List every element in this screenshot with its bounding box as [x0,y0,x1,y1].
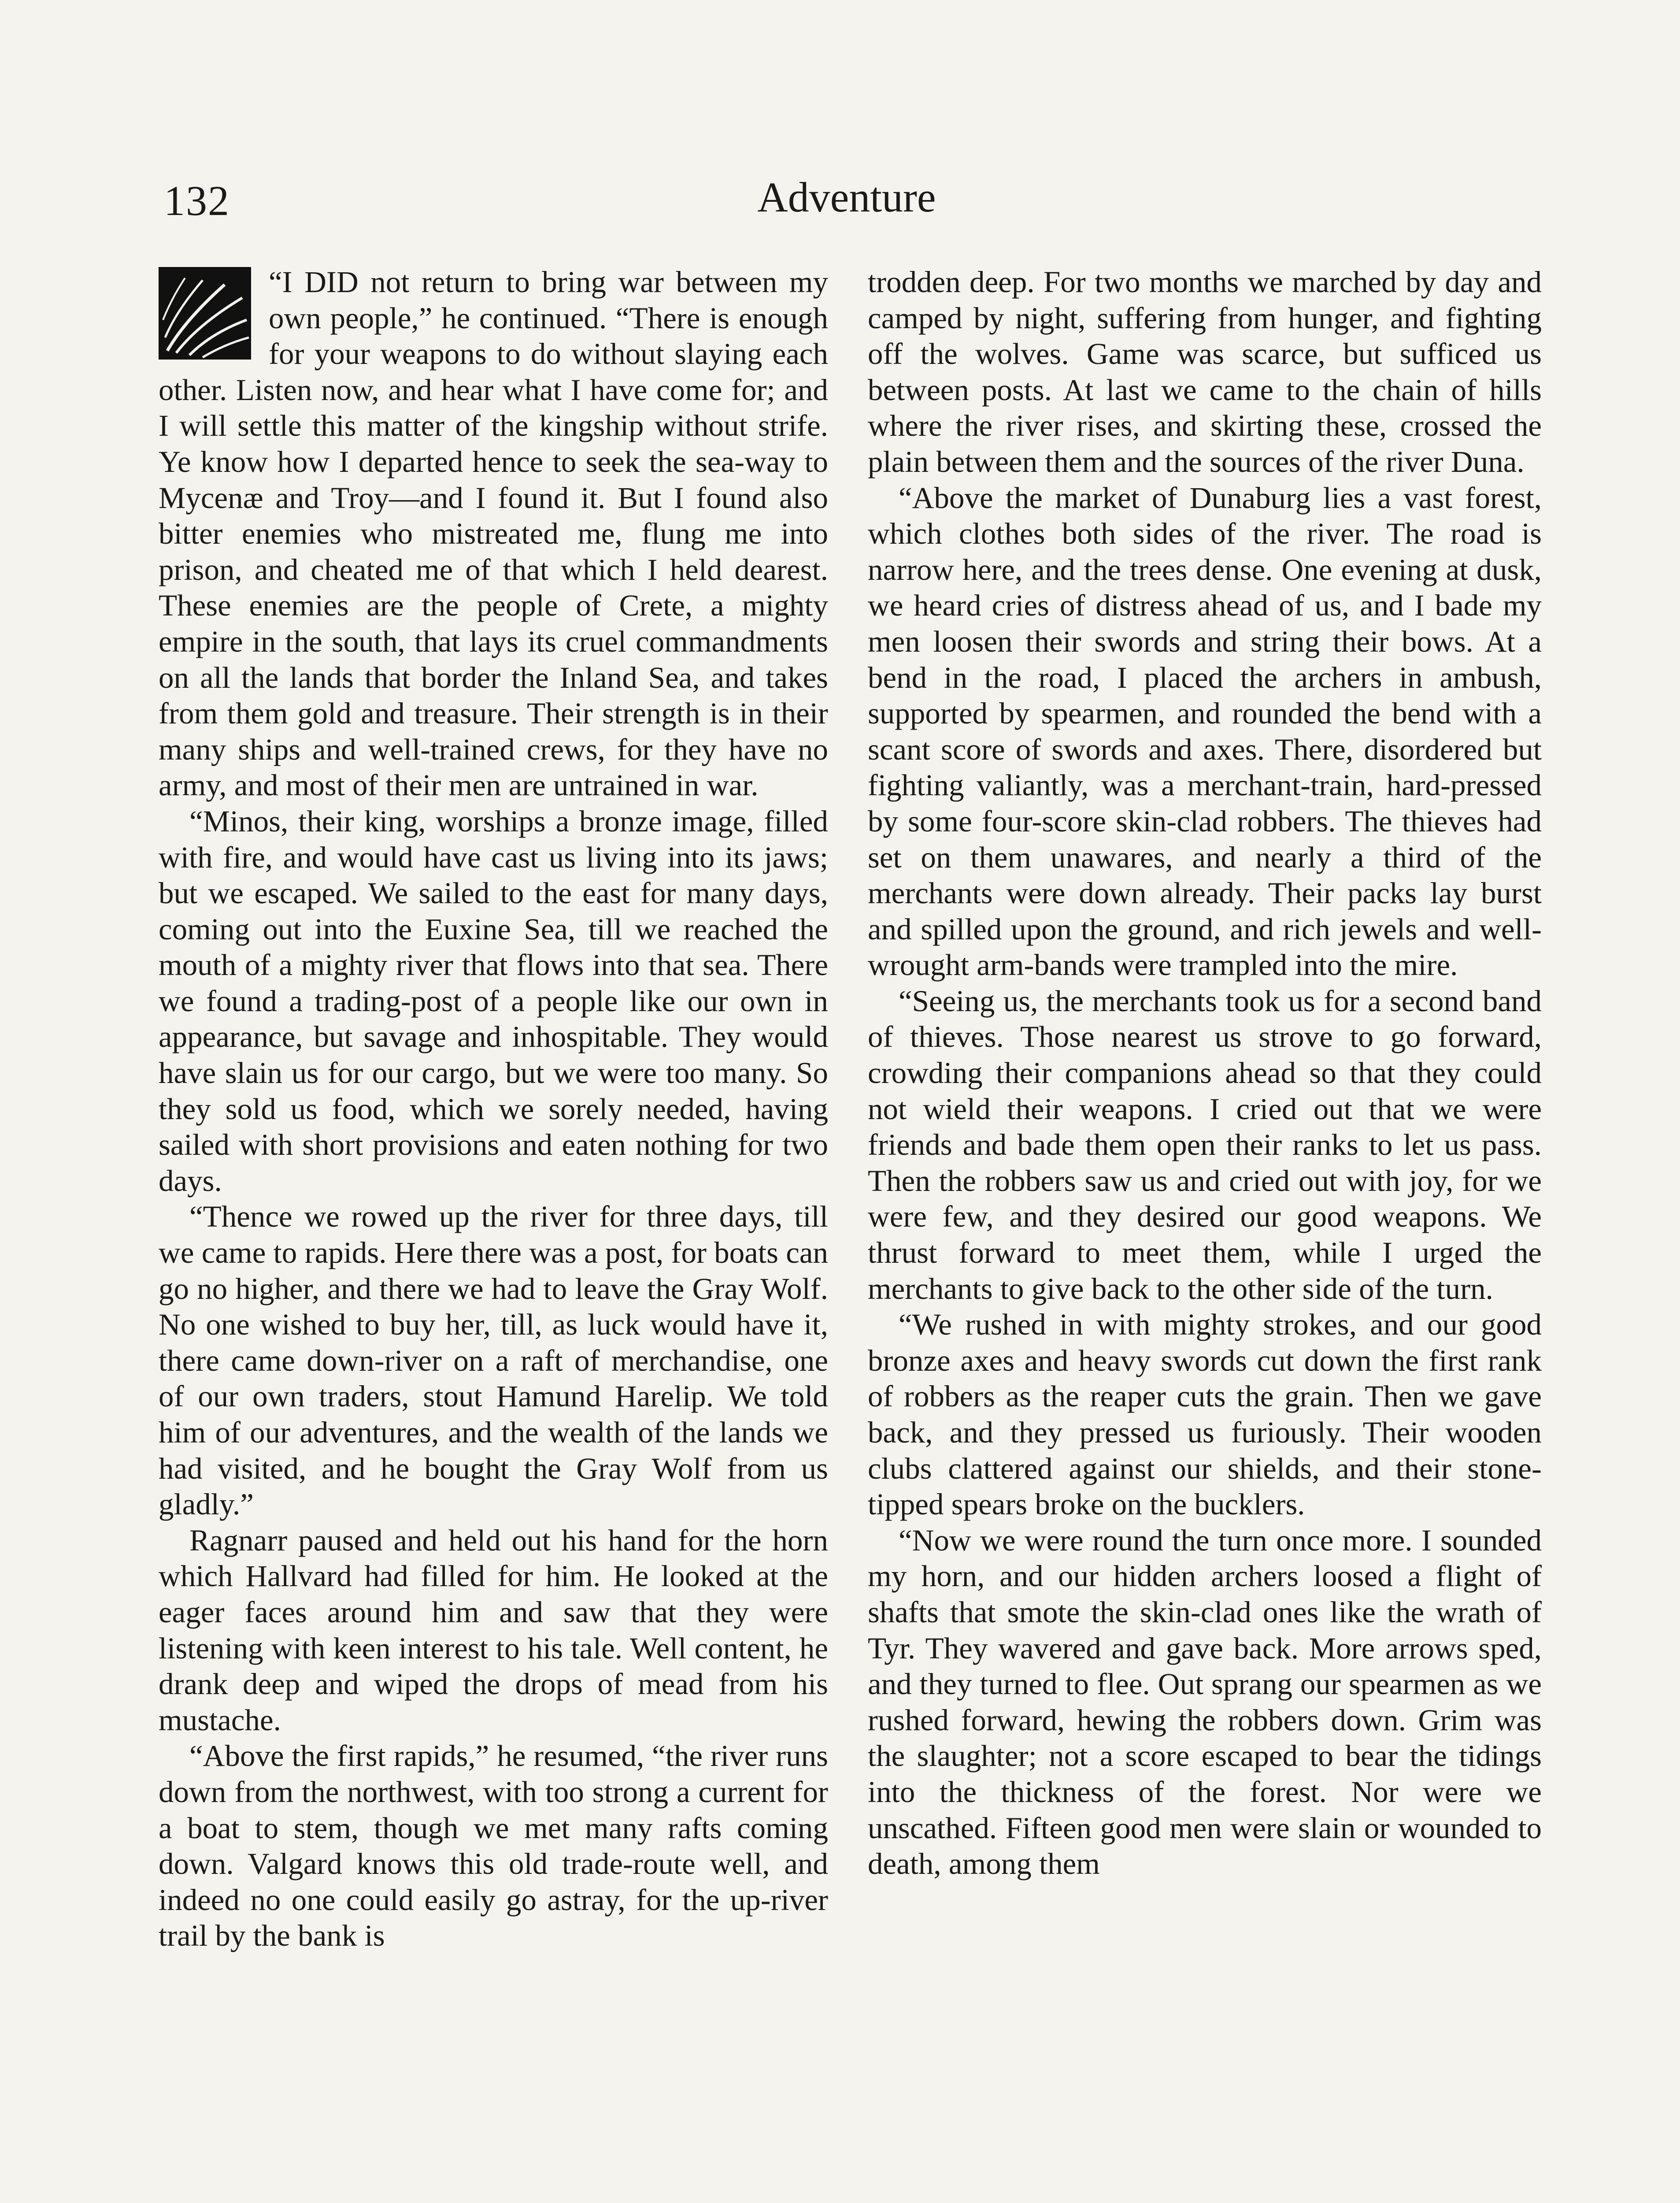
paragraph: “I DID not return to bring war between my own people,” he continued. “There is enough for your weapons to do without slaying each other. Listen now, and hear what I have come for; and I will settle this matter of the kingship without strife. Ye know how I departed hence to seek the sea-way to Mycenæ and Troy—and I found it. But I found also bitter enemies who mistreated me, flung me into prison, and cheated me of that which I held dearest. These enemies are the people of Crete, a mighty empire in the south, that lays its cruel commandments on all the lands that border the Inland Sea, and takes from them gold and treasure. Their strength is in their many ships and well-trained crews, for they have no army, and most of their men are untrained in war. [159,265,828,802]
page-number: 132 [164,177,230,224]
paragraph: “Above the first rapids,” he resumed, “the river runs down from the northwest, with too strong a current for a boat to stem, though we met many rafts coming down. Valgard knows this old trade-route well, and indeed no one could easily go astray, for the up-river trail by the bank is [159,1739,828,1953]
running-title: Adventure [757,174,936,221]
text-column-left [159,264,828,1954]
paragraph: “Minos, their king, worships a bronze image, filled with fire, and would have cast us living into its jaws; but we escaped. We sailed to the east for many days, coming out into the Euxine Sea, till we reached the mouth of a mighty river that flows into that sea. There we found a trading-post of a people like our own in appearance, but savage and inhospitable. They would have slain us for our cargo, but we were too many. So they sold us food, which we sorely needed, having sailed with short provisions and eaten nothing for two days. [159,804,828,1198]
text-column-right [868,264,1542,1882]
paragraph: “We rushed in with mighty strokes, and our good bronze axes and heavy swords cut down the first rank of robbers as the reaper cuts the grain. Then we gave back, and they pressed us furiously. Their wooden clubs clattered against our shields, and their stone-tipped spears broke on the bucklers. [868,1308,1542,1521]
paragraph: “Thence we rowed up the river for three days, till we came to rapids. Here there was a post, for boats can go no higher, and there we had to leave the Gray Wolf. No one wished to buy her, till, as luck would have it, there came down-river on a raft of merchandise, one of our own traders, stout Hamund Harelip. We told him of our adventures, and the wealth of the lands we had visited, and he bought the Gray Wolf from us gladly.” [159,1200,828,1521]
page-header [164,167,1529,238]
paragraph: trodden deep. For two months we marched by day and camped by night, suffering from hunger, and fighting off the wolves. Game was scarce, but sufficed us between posts. At last we came to the chain of hills where the river rises, and skirting these, crossed the plain between them and the sources of the river Duna. [868,265,1542,478]
decorative-initial-icon [159,267,251,360]
paragraph: “Above the market of Dunaburg lies a vast forest, which clothes both sides of the river. The road is narrow here, and the trees dense. One evening at dusk, we heard cries of distress ahead of us, and I bade my men loosen their swords and string their bows. At a bend in the road, I placed the archers in ambush, supported by spearmen, and rounded the bend with a scant score of swords and axes. There, disordered but fighting valiantly, was a merchant-train, hard-pressed by some four-score skin-clad robbers. The thieves had set on them unawares, and nearly a third of the merchants were down already. Their packs lay burst and spilled upon the ground, and rich jewels and well-wrought arm-bands were trampled into the mire. [868,481,1542,982]
paragraph: “Seeing us, the merchants took us for a second band of thieves. Those nearest us strove to go forward, crowding their companions ahead so that they could not wield their weapons. I cried out that we were friends and bade them open their ranks to let us pass. Then the robbers saw us and cried out with joy, for we were few, and they desired our good weapons. We thrust forward to meet them, while I urged the merchants to give back to the other side of the turn. [868,984,1542,1305]
paragraph: Ragnarr paused and held out his hand for the horn which Hallvard had filled for him. He looked at the eager faces around him and saw that they were listening with keen interest to his tale. Well content, he drank deep and wiped the drops of mead from his mustache. [159,1523,828,1737]
paragraph: “Now we were round the turn once more. I sounded my horn, and our hidden archers loosed a flight of shafts that smote the skin-clad ones like the wrath of Tyr. They wavered and gave back. More arrows sped, and they turned to flee. Out sprang our spearmen as we rushed forward, hewing the robbers down. Grim was the slaughter; not a score escaped to bear the tidings into the thickness of the forest. Nor were we unscathed. Fifteen good men were slain or wounded to death, among them [868,1523,1542,1881]
